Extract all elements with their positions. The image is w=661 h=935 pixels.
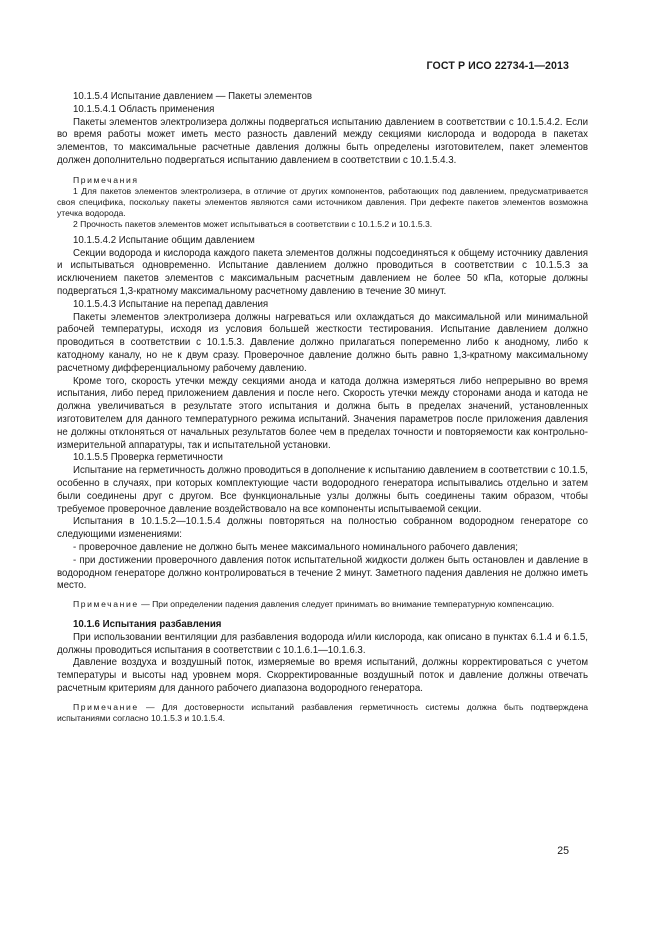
section-10-1-5-4-1-title: 10.1.5.4.1 Область применения — [73, 103, 215, 115]
list-item-1: - проверочное давление не должно быть менее максимального номинального рабочего давления; — [73, 541, 518, 553]
section-10-1-5-5-text-2: Испытания в 10.1.5.2—10.1.5.4 должны повторяться на полностью собранном водородном генераторе со следующими изменениями: — [57, 516, 588, 541]
section-10-1-5-4-2-text: Секции водорода и кислорода каждого пакета элементов должны подсоединяться к общему источнику давления и испытываться одновременно. Испытание давлением должно проводиться в соответствии с 10.1.5.3 за исключением пакетов элементов с максимальным расчетным давлением не более 50 кПа, которые должны подвергаться 1,3-кратному максимальному расчетному давлению в течение 30 минут. — [57, 247, 588, 297]
note-pressure-drop — [57, 599, 588, 610]
section-10-1-5-4-1-text: Пакеты элементов электролизера должны подвергаться испытанию давлением в соответствии с 10.1.5.4.2. Если во время работы может иметь место разность давлений между секциями кислорода и водорода в пакетах элементов, то максимальные расчетные давления должны быть определены изготовителем, пакет элементов должен дополнительно подвергаться испытанию давлением в соответствии с 10.1.5.4.3. — [57, 116, 588, 166]
notes-heading: Примечания — [73, 174, 139, 185]
section-10-1-5-4-3-text-2: Кроме того, скорость утечки между секциями анода и катода должна измеряться либо непрерывно во время испытания, либо перед приложением давления и после него. Скорость утечки между сторонами анода и катода не должна увеличиваться в результате этого испытания и должна быть в пределах значений, установленных изготовителем для данного температурного режима испытаний. Значения параметров после приложения давления не должны отклоняться от начальных результатов более чем в пределах точности и повторяемости как контрольно-измерительной аппаратуры, так и испытательной установки. — [57, 375, 588, 451]
section-10-1-5-5-text-1: Испытание на герметичность должно проводиться в дополнение к испытанию давлением в соответствии с 10.1.5, особенно в случаях, при которых комплектующие части водородного генератора испытывались отдельно и затем были соединены друг с другом. Все функциональные узлы должны быть соединены таким образом, чтобы требуемое проверочное давление воздействовало на все компоненты испытываемой секции. — [57, 465, 588, 515]
section-10-1-5-4-2-title: 10.1.5.4.2 Испытание общим давлением — [73, 234, 255, 246]
section-10-1-6-text-1: При использовании вентиляции для разбавления водорода и/или кислорода, как описано в пунктах 6.1.4 и 6.1.5, должны проводиться испытания в соответствии с 10.1.6.1—10.1.6.3. — [57, 631, 588, 656]
note-label: Примечание — [73, 599, 139, 610]
section-10-1-6-title: 10.1.6 Испытания разбавления — [73, 619, 222, 631]
section-10-1-6-text-2: Давление воздуха и воздушный поток, измеряемые во время испытаний, должны корректироваться с учетом температуры и высоты над уровнем моря. Скорректированные воздушный поток и давление должны отвечать расчетным критериям для данного рабочего диапазона водородного генератора. — [57, 657, 588, 695]
section-10-1-5-4-3-title: 10.1.5.4.3 Испытание на перепад давления — [73, 298, 269, 310]
note-text: — При определении падения давления следует принимать во внимание температурную компенсацию. — [138, 599, 555, 610]
note-text: — Для достоверности испытаний разбавления герметичность системы должна быть подтверждена испытаниями согласно 10.1.5.3 и 10.1.5.4. — [57, 701, 588, 723]
note-2: 2 Прочность пакетов элементов может испытываться в соответствии с 10.1.5.2 и 10.1.5.3. — [73, 218, 433, 229]
page-content — [57, 91, 588, 724]
section-10-1-5-4-title: 10.1.5.4 Испытание давлением — Пакеты элементов — [73, 91, 313, 102]
standard-code-header: ГОСТ Р ИСО 22734-1—2013 — [426, 60, 569, 72]
note-label: Примечание — [73, 701, 139, 712]
note-1: 1 Для пакетов элементов электролизера, в отличие от других компонентов, работающих под давлением, предусматривается своя специфика, поскольку пакеты элементов являются сами источником давления. При дефекте пакетов элементов возможна утечка водорода. — [57, 185, 588, 218]
list-item-2: - при достижении проверочного давления поток испытательной жидкости должен быть остановлен и давление в водородном генераторе должно контролироваться в течение 2 минут. Заметного падения давления не должно иметь место. — [57, 554, 588, 592]
page-number: 25 — [557, 845, 569, 857]
note-dilution — [57, 702, 588, 724]
section-10-1-5-4-3-text-1: Пакеты элементов электролизера должны нагреваться или охлаждаться до максимальной или минимальной рабочей температуры, исходя из условия большей жесткости тестирования. Испытание давлением должно проводиться в соответствии с 10.1.5.3. Давление должно прилагаться попеременно либо к анодному, либо к катодному каналу, но не к двум сразу. Проверочное давление должно быть равно 1,3-кратному максимальному расчетному дифференциальному рабочему давлению. — [57, 311, 588, 374]
section-10-1-5-5-title: 10.1.5.5 Проверка герметичности — [73, 452, 223, 464]
